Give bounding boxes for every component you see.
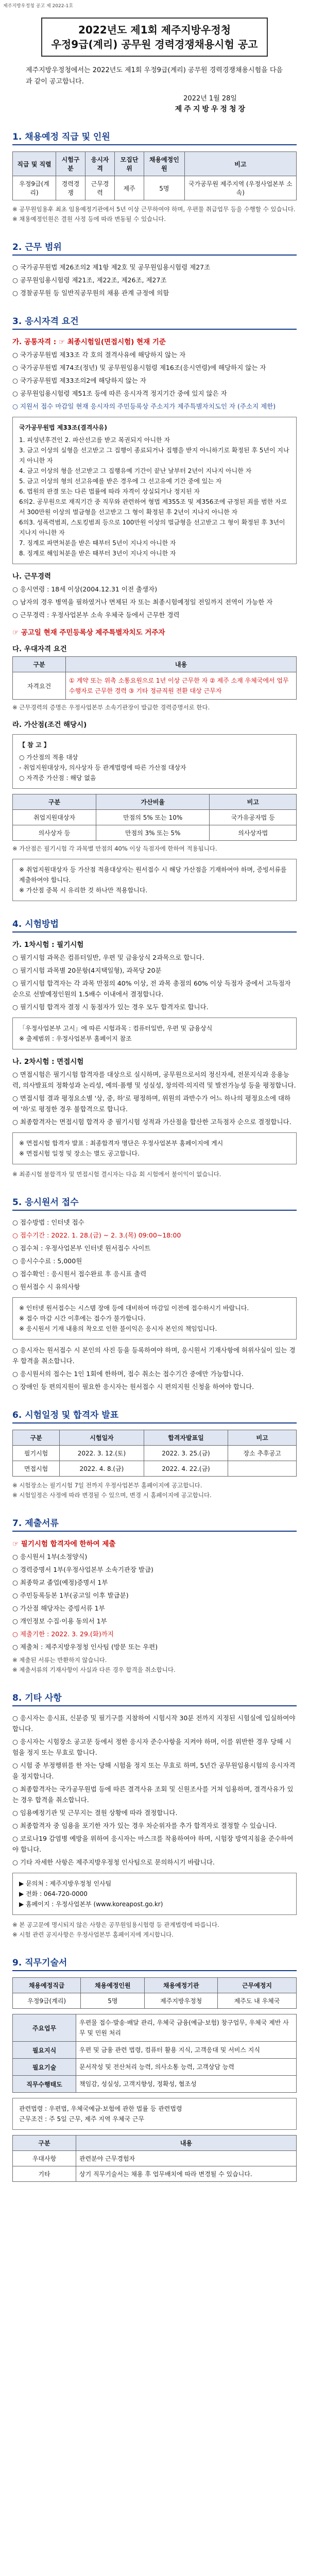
- table-cell: 제주: [115, 176, 144, 200]
- table-cell: 우편 및 금융 관련 법령, 컴퓨터 활용 지식, 고객응대 및 서비스 지식: [76, 2042, 297, 2059]
- intro-text: 제주지방우정청에서는 2022년도 제1회 우정9급(계리) 공무원 경력경쟁채용시험을 다음과 같이 공고합니다.: [26, 66, 283, 86]
- list-item: ○ 접수확인 : 응시원서 접수완료 후 응시표 출력: [12, 1270, 147, 1278]
- note: ※ 본 공고문에 명시되지 않은 사항은 공무원임용시험령 등 관계법령에 따릅니다.: [12, 1921, 219, 1928]
- list-item: ○ 가산점 해당자는 증빙서류 1부: [12, 1604, 105, 1612]
- table-header: 채용예정기관: [145, 1978, 218, 1993]
- header-label: 제주지방우정청 공고 제 2022-1호: [3, 4, 74, 9]
- list-item: ○ 응시원서 1부(소정양식): [12, 1553, 88, 1561]
- box-line: 7. 징계로 파면처분을 받은 때부터 5년이 지나지 아니한 자: [19, 539, 176, 547]
- note: ※ 근무경력의 증명은 우정사업본부 소속기관장이 발급한 경력증명서로 한다.: [12, 704, 210, 711]
- table-header: 내용: [66, 657, 297, 672]
- list-item: ○ 응시자는 응시표, 신분증 및 필기구를 지참하여 시험시작 30분 전까지 지정된 시험실에 입실하여야 합니다.: [12, 1714, 296, 1733]
- table-cell: 2022. 3. 12.(토): [60, 1446, 144, 1461]
- table-row: [13, 2151, 297, 2166]
- table-cell: 근무경력: [85, 176, 115, 200]
- list-item: ○ 국가공무원법 제33조의2에 해당하지 않는 자: [12, 377, 146, 384]
- table-header: 구분: [13, 2136, 76, 2151]
- list-item: ○ 경력증명서 1부(우정사업본부 소속기관장 발급): [12, 1566, 153, 1573]
- subheading: 나. 2차시험 : 면접시험: [12, 1058, 84, 1066]
- box-line: ※ 응시원서 기재 내용의 착오로 인한 불이익은 응시자 본인의 책임입니다.: [19, 1325, 217, 1332]
- note: ※ 시험 관련 공지사항은 우정사업본부 홈페이지에 게시합니다.: [12, 1931, 174, 1938]
- table-header: 직무수행태도: [13, 2076, 76, 2093]
- box-line: - 취업지원대상자, 의사상자 등 관계법령에 따른 가산점 대상자: [19, 764, 186, 771]
- list-item: ○ 지원서 접수 마감일 현재 응시자의 주민등록상 주소지가 제주특별자치도인 자 (주소지 제한): [12, 402, 276, 410]
- box-line: ※ 접수 마감 시간 이후에는 접수가 불가합니다.: [19, 1315, 146, 1322]
- section-7-heading: 7. 제출서류: [12, 1516, 297, 1532]
- list-item: ○ 개인정보 수집·이용 동의서 1부: [12, 1617, 107, 1625]
- box-line: 6. 법원의 판결 또는 다른 법률에 따라 자격이 상실되거나 정지된 자: [19, 488, 200, 495]
- list-item: ○ 원서접수 시 유의사항: [12, 1283, 80, 1291]
- table-header: 내용: [76, 2136, 297, 2151]
- section-5-heading: 5. 응시원서 접수: [12, 1195, 297, 1211]
- box-title: 국가공무원법 제33조(결격사유): [19, 424, 107, 431]
- box-line: 관련법령 : 우편법, 우체국예금·보험에 관한 법률 등 관련법령: [19, 2105, 182, 2112]
- table-header: 구분: [13, 794, 96, 810]
- table-header-row: [13, 1978, 297, 1993]
- box-line: ※ 출제범위 : 우정사업본부 홈페이지 참조: [19, 1035, 132, 1042]
- note: ※ 시험일정은 사정에 따라 변경될 수 있으며, 변경 시 홈페이지에 공고합니다.: [12, 1492, 212, 1499]
- box-line: ▶ 문의처 : 제주지방우정청 인사팀: [19, 1880, 112, 1887]
- table-header: 시험구분: [56, 152, 85, 176]
- list-item: ○ 제출처 : 제주지방우정청 인사팀 (방문 또는 우편): [12, 1643, 158, 1651]
- table-row: [13, 825, 297, 841]
- table-header: 응시자격: [85, 152, 115, 176]
- table-header: 합격자발표일: [144, 1430, 228, 1446]
- table-row: [13, 1461, 297, 1477]
- bonus-table: [12, 794, 297, 841]
- section-8-heading: 8. 기타 사항: [12, 1690, 297, 1706]
- section-5: [12, 1195, 297, 1392]
- section-3: [12, 314, 297, 901]
- table-row: [13, 1993, 297, 2009]
- table-cell: 만점의 3% 또는 5%: [96, 825, 209, 841]
- list-item: ○ 주민등록등본 1부(공고일 이후 발급분): [12, 1591, 129, 1599]
- section-2-heading: 2. 근무 범위: [12, 240, 297, 256]
- box-line: ※ 취업지원대상자 등 가산점 적용대상자는 원서접수 시 해당 가산점을 기재하여야 하며, 증빙서류를 제출하여야 합니다.: [19, 866, 287, 884]
- subheading: 라. 가산점(조건 해당시): [12, 721, 87, 729]
- list-item: ○ 최종합격자는 면접시험 합격자 중 필기시험 성적과 가산점을 합산한 고득점자 순으로 결정합니다.: [12, 1118, 291, 1126]
- table-header: 채용예정직급: [13, 1978, 81, 1993]
- list-item: ○ 남자의 경우 병역을 필하였거나 면제된 자 또는 최종시험예정일 전일까지 전역이 가능한 자: [12, 598, 273, 606]
- subheading: ☞ 필기시험 합격자에 한하여 제출: [12, 1540, 116, 1548]
- subheading: 가. 1차시험 : 필기시험: [12, 941, 84, 949]
- box-line: ▶ 홈페이지 : 우정사업본부 (www.koreapost.go.kr): [19, 1901, 163, 1908]
- box-line: ※ 가산점 중복 시 유리한 것 하나만 적용합니다.: [19, 887, 148, 894]
- list-item: ○ 면접시험은 필기시험 합격자를 대상으로 실시하며, 공무원으로서의 정신자세, 전문지식과 응용능력, 의사발표의 정확성과 논리성, 예의·품행 및 성실성, 창의력·의지력 및 발전가능성 등을 평정합니다.: [12, 1071, 296, 1089]
- job-summary-table: [12, 1977, 297, 2009]
- table-header: 모집단위: [115, 152, 144, 176]
- section-4: [12, 917, 297, 1179]
- table-cell: 2022. 3. 25.(금): [144, 1446, 228, 1461]
- table-header: 주요업무: [13, 2014, 76, 2042]
- note: ※ 시험장소는 필기시험 7일 전까지 우정사업본부 홈페이지에 공고합니다.: [12, 1482, 202, 1489]
- title-line1: 2022년도 제1회 제주지방우정청: [78, 24, 231, 36]
- box-line: 1. 피성년후견인 2. 파산선고를 받고 복권되지 아니한 자: [19, 436, 170, 444]
- table-cell: 2022. 4. 22.(금): [144, 1461, 228, 1477]
- table-cell: 기타: [13, 2166, 76, 2182]
- table-cell: 문서작성 및 전산처리 능력, 의사소통 능력, 고객상담 능력: [76, 2059, 297, 2076]
- list-item: ○ 제출기한 : 2022. 3. 29.(화)까지: [12, 1630, 114, 1638]
- notice-title: [41, 18, 268, 57]
- table-header: 근무예정지: [217, 1978, 296, 1993]
- table-cell: 면접시험: [13, 1461, 60, 1477]
- table-header: 비고: [210, 794, 297, 810]
- list-item: ○ 임용예정기관 및 근무지는 결원 상황에 따라 결정합니다.: [12, 1809, 178, 1817]
- subheading: 가. 공통자격 : ☞ 최종시험일(면접시험) 현재 기준: [12, 338, 166, 346]
- list-item: ○ 코로나19 감염병 예방을 위하여 응시자는 마스크를 착용하여야 하며, 시험장 방역지침을 준수하여야 합니다.: [12, 1835, 294, 1853]
- box-line: 3. 금고 이상의 실형을 선고받고 그 집행이 종료되거나 집행을 받지 아니하기로 확정된 후 5년이 지나지 아니한 자: [19, 447, 289, 464]
- list-item: ○ 국가공무원법 제26조의2 제1항 제2호 및 공무원임용시험령 제27조: [12, 263, 211, 271]
- table-cell: [228, 1461, 297, 1477]
- table-row: [13, 2042, 297, 2059]
- reference-box: [12, 734, 297, 789]
- disqualification-box: [12, 417, 297, 564]
- list-item: ○ 국가공무원법 제33조 각 호의 결격사유에 해당하지 않는 자: [12, 351, 186, 359]
- list-item: ○ 응시연령 : 18세 이상(2004.12.31 이전 출생자): [12, 585, 158, 593]
- section-1-heading: 1. 채용예정 직급 및 인원: [12, 129, 297, 145]
- subheading: 나. 근무경력: [12, 572, 52, 581]
- section-4-heading: 4. 시험방법: [12, 917, 297, 933]
- note: ※ 채용예정인원은 결원 사정 등에 따라 변동될 수 있습니다.: [12, 215, 166, 223]
- job-conditions-box: [12, 2098, 297, 2130]
- table-cell: 경력경쟁: [56, 176, 85, 200]
- table-header: 필요기술: [13, 2059, 76, 2076]
- job-extra-table: [12, 2135, 297, 2182]
- table-cell: 제주도 내 우체국: [217, 1993, 296, 2009]
- table-cell: 책임감, 성실성, 고객지향성, 정확성, 협조성: [76, 2076, 297, 2093]
- table-cell: 의사상자 등: [13, 825, 96, 841]
- table-cell: 상기 직무기술서는 채용 후 업무배치에 따라 변경될 수 있습니다.: [76, 2166, 297, 2182]
- table-header-row: [13, 2136, 297, 2151]
- section-1: [12, 129, 297, 224]
- list-item: ○ 응시원서의 접수는 1인 1회에 한하며, 접수 취소는 접수기간 중에만 가능합니다.: [12, 1370, 244, 1378]
- table-cell: 5명: [81, 1993, 145, 2009]
- table-cell: 자격요건: [13, 672, 66, 700]
- table-header-row: [13, 657, 297, 672]
- section-6: [12, 1408, 297, 1500]
- note: ※ 최종시험 불합격자 및 면접시험 결시자는 다음 회 시험에서 불이익이 없습니다.: [12, 1171, 221, 1178]
- list-item: ○ 필기시험 합격자 결정 시 동점자가 있는 경우 모두 합격자로 합니다.: [12, 1003, 209, 1011]
- table-cell: 우대사항: [13, 2151, 76, 2166]
- table-row: [13, 810, 297, 825]
- table-row: [13, 176, 297, 200]
- list-item: ○ 최종합격자는 국가공무원법 등에 따른 결격사유 조회 및 신원조사를 거쳐 임용하며, 결격사유가 있는 경우 합격을 취소합니다.: [12, 1785, 294, 1804]
- box-line: 4. 금고 이상의 형을 선고받고 그 집행유예 기간이 끝난 날부터 2년이 지나지 아니한 자: [19, 467, 252, 474]
- table-row: [13, 2014, 297, 2042]
- interview-box: [12, 1132, 297, 1164]
- box-line: ※ 인터넷 원서접수는 시스템 장애 등에 대비하여 마감일 이전에 접수하시기 바랍니다.: [19, 1304, 249, 1312]
- table-row: [13, 1446, 297, 1461]
- subjects-box: [12, 1018, 297, 1049]
- table-row: [13, 2059, 297, 2076]
- box-line: ※ 면접시험 합격자 발표 : 최종합격자 명단은 우정사업본부 홈페이지에 게시: [19, 1140, 224, 1147]
- list-item: ○ 접수기간 : 2022. 1. 28.(금) ~ 2. 3.(목) 09:00~18:00: [12, 1231, 181, 1239]
- table-cell: 제주지방우정청: [145, 1993, 218, 2009]
- note: ※ 제출서류의 기재사항이 사실과 다른 경우 합격을 취소합니다.: [12, 1666, 176, 1673]
- table-cell: 5명: [144, 176, 185, 200]
- section-6-heading: 6. 시험일정 및 합격자 발표: [12, 1408, 297, 1423]
- list-item: ○ 기타 자세한 사항은 제주지방우정청 인사팀으로 문의하시기 바랍니다.: [12, 1858, 215, 1866]
- list-item: ○ 국가공무원법 제74조(정년) 및 공무원임용시험령 제16조(응시연령)에 해당하지 않는 자: [12, 364, 266, 371]
- table-cell: 장소 추후공고: [228, 1446, 297, 1461]
- table-row: [13, 672, 297, 700]
- section-7: [12, 1516, 297, 1675]
- section-8: [12, 1690, 297, 1940]
- list-item: ○ 접수방법 : 인터넷 접수: [12, 1218, 84, 1226]
- section-9: [12, 1955, 297, 2182]
- table-header: 구분: [13, 1430, 60, 1446]
- list-item: ○ 응시자는 원서접수 시 본인의 사진 등을 등록하여야 하며, 응시원서 기재사항에 허위사실이 있는 경우 합격을 취소합니다.: [12, 1346, 296, 1365]
- table-header: 채용예정인원: [81, 1978, 145, 1993]
- section-3-heading: 3. 응시자격 요건: [12, 314, 297, 330]
- table-header: 가산비율: [96, 794, 209, 810]
- box-line: 근무조건 : 주 5일 근무, 제주 지역 우체국 근무: [19, 2115, 145, 2123]
- box-line: ○ 가산점의 적용 대상: [19, 754, 78, 761]
- subheading: ☞ 공고일 현재 주민등록상 제주특별자치도 거주자: [12, 629, 165, 637]
- table-cell: 만점의 5% 또는 10%: [96, 810, 209, 825]
- list-item: ○ 경찰공무원 등 일반직공무원의 채용 관계 규정에 의함: [12, 289, 169, 297]
- notice-date: 2022년 1월 28일: [183, 95, 237, 103]
- box-line: 6의2. 공무원으로 재직기간 중 직무와 관련하여 형법 제355조 및 제356조에 규정된 죄를 범한 자로서 300만원 이상의 벌금형을 선고받고 그 형이 확정된 후 2년이 지나지 아니한 자: [19, 498, 287, 516]
- section-2: [12, 240, 297, 298]
- list-item: ○ 장애인 등 편의지원이 필요한 응시자는 원서접수 시 편의지원 신청을 하여야 합니다.: [12, 1383, 254, 1391]
- table-header: 구분: [13, 657, 66, 672]
- table-header: 시험일자: [60, 1430, 144, 1446]
- list-item: ○ 근무경력 : 우정사업본부 소속 우체국 등에서 근무한 경력: [12, 611, 180, 619]
- table-cell: ① 계약 또는 위촉 소통요원으로 1년 이상 근무한 자 ② 제주 소재 우체국에서 업무수행자로 근무한 경력 ③ 기타 정규직원 전환 대상 근무자: [66, 672, 297, 700]
- table-header: 비고: [184, 152, 296, 176]
- table-cell: 의사상자법: [210, 825, 297, 841]
- table-row: [13, 2076, 297, 2093]
- table-cell: 관련분야 근무경험자: [76, 2151, 297, 2166]
- note: ※ 제출된 서류는 반환하지 않습니다.: [12, 1656, 107, 1664]
- list-item: ○ 응시수수료 : 5,000원: [12, 1257, 82, 1265]
- issuing-organization: 제주지방우정청장: [175, 105, 247, 113]
- table-header-row: [13, 794, 297, 810]
- table-cell: 우정9급(계리): [13, 176, 56, 200]
- table-cell: 취업지원대상자: [13, 810, 96, 825]
- table-row: [13, 2166, 297, 2182]
- recruitment-table: [12, 151, 297, 200]
- table-cell: 국가유공자법 등: [210, 810, 297, 825]
- table-header: 채용예정인원: [144, 152, 185, 176]
- list-item: ○ 시험 중 부정행위를 한 자는 당해 시험을 정지 또는 무효로 하며, 5년간 공무원임용시험의 응시자격을 정지합니다.: [12, 1761, 296, 1780]
- preference-table: [12, 656, 297, 700]
- list-item: ○ 필기시험 과목별 20문항(4지택일형), 과목당 20분: [12, 967, 162, 974]
- section-9-heading: 9. 직무기술서: [12, 1955, 297, 1971]
- table-header-row: [13, 1430, 297, 1446]
- box-line: ○ 자격증 가산점 : 해당 없음: [19, 774, 96, 782]
- job-description-table: [12, 2014, 297, 2093]
- box-line: 「우정사업본부 고시」에 따른 시험과목 : 컴퓨터일반, 우편 및 금융상식: [19, 1025, 213, 1032]
- bonus-notice-box: [12, 859, 297, 901]
- box-line: 8. 징계로 해임처분을 받은 때부터 3년이 지나지 아니한 자: [19, 550, 176, 557]
- table-cell: 우정9급(계리): [13, 1993, 81, 2009]
- table-cell: 국가공무원 제주지역 (우정사업본부 소속): [184, 176, 296, 200]
- note: ※ 공무원임용후 최초 임용예정기관에서 5년 이상 근무하여야 하며, 우편물 취급업무 등을 수행할 수 있습니다.: [12, 206, 296, 213]
- list-item: ○ 접수처 : 우정사업본부 인터넷 원서접수 사이트: [12, 1244, 151, 1252]
- table-header: 직급 및 직렬: [13, 152, 56, 176]
- box-line: ※ 면접시험 일정 및 장소는 별도 공고합니다.: [19, 1150, 140, 1157]
- table-header-row: [13, 152, 297, 176]
- list-item: ○ 응시자는 시험장소 공고문 등에서 정한 응시자 준수사항을 지켜야 하며, 이를 위반한 경우 당해 시험을 정지 또는 무효로 합니다.: [12, 1738, 291, 1756]
- list-item: ○ 최종학교 졸업(예정)증명서 1부: [12, 1579, 108, 1586]
- title-line2: 우정9급(계리) 공무원 경력경쟁채용시험 공고: [51, 38, 258, 50]
- box-line: ▶ 전화 : 064-720-0000: [19, 1890, 88, 1897]
- box-line: 6의3. 성폭력범죄, 스토킹범죄 등으로 100만원 이상의 벌금형을 선고받고 그 형이 확정된 후 3년이 지나지 아니한 자: [19, 519, 285, 536]
- box-line: 5. 금고 이상의 형의 선고유예를 받은 경우에 그 선고유예 기간 중에 있는 자: [19, 478, 222, 485]
- note: ※ 가산점은 필기시험 각 과목별 만점의 40% 이상 득점자에 한하여 적용됩니다.: [12, 845, 217, 852]
- schedule-table: [12, 1430, 297, 1477]
- list-item: ○ 공무원임용시험령 제51조 등에 따른 응시자격 정지기간 중에 있지 않은 자: [12, 389, 227, 397]
- contact-box: [12, 1873, 297, 1915]
- subheading: 다. 우대자격 요건: [12, 645, 67, 653]
- list-item: ○ 필기시험 과목은 컴퓨터일반, 우편 및 금융상식 2과목으로 합니다.: [12, 954, 204, 961]
- list-item: ○ 면접시험 결과 평정요소별 '상, 중, 하'로 평정하며, 위원의 과반수가 어느 하나의 평정요소에 대하여 '하'로 평정한 경우 불합격으로 합니다.: [12, 1094, 291, 1113]
- list-item: ○ 최종합격자 중 임용을 포기한 자가 있는 경우 차순위자를 추가 합격자로 결정할 수 있습니다.: [12, 1822, 277, 1829]
- list-item: ○ 필기시험 합격자는 각 과목 만점의 40% 이상, 전 과목 총점의 60% 이상 득점자 중에서 고득점자 순으로 선발예정인원의 1.5배수 이내에서 결정합니다.: [12, 979, 291, 998]
- box-line: 【 참 고 】: [19, 741, 50, 749]
- table-cell: 2022. 4. 8.(금): [60, 1461, 144, 1477]
- table-header: 필요지식: [13, 2042, 76, 2059]
- table-cell: 필기시험: [13, 1446, 60, 1461]
- list-item: ○ 공무원임용시험령 제21조, 제22조, 제26조, 제27조: [12, 276, 167, 284]
- table-cell: 우편물 접수·발송·배달 관리, 우체국 금융(예금·보험) 창구업무, 우체국 제반 사무 및 민원 처리: [76, 2014, 297, 2042]
- table-header: 비고: [228, 1430, 297, 1446]
- application-notice-box: [12, 1297, 297, 1340]
